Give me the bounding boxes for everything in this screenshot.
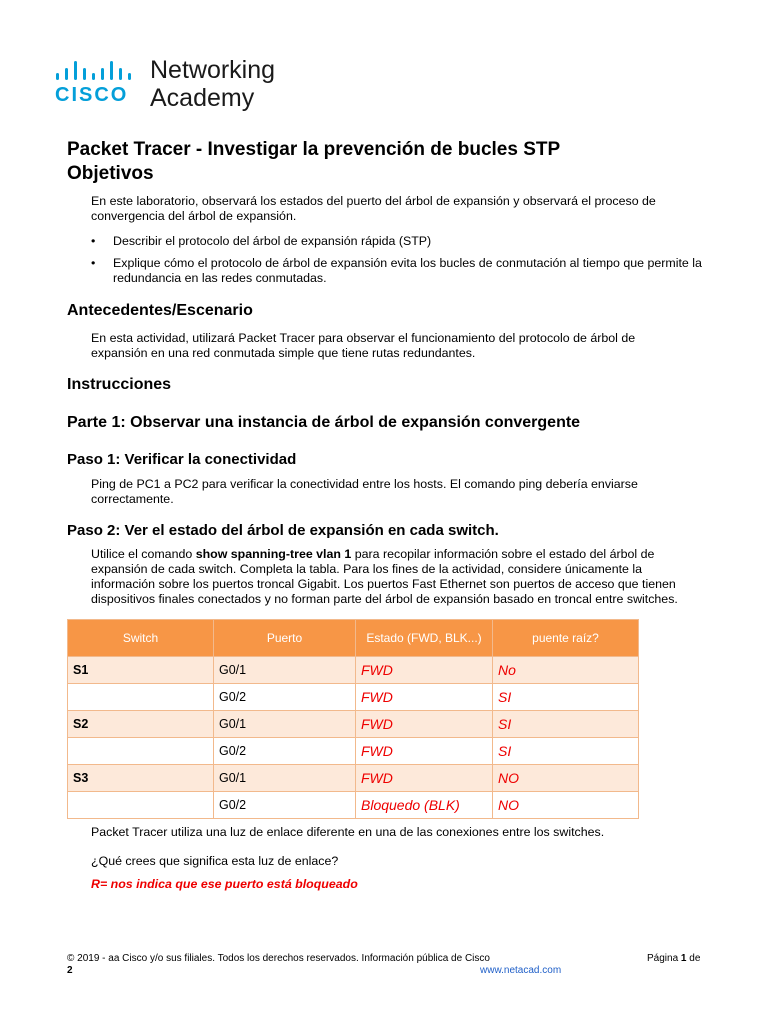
objectives-heading: Objetivos [67,163,154,184]
step1-text: Ping de PC1 a PC2 para verificar la conectividad entre los hosts. El comando ping debería enviarse correctamente. [91,477,638,506]
step2-heading: Paso 2: Ver el estado del árbol de expansión en cada switch. [67,522,499,539]
col-header-root: puente raíz? [493,620,639,657]
bullet-text: Describir el protocolo del árbol de expansión rápida (STP) [113,234,432,248]
cisco-networking-academy-logo [54,58,304,120]
table-row [68,765,639,792]
step2-command: show spanning-tree vlan 1 [195,547,352,561]
page-num: 1 [680,953,687,964]
footer-link[interactable]: www.netacad.com [480,965,562,976]
cell-port: G0/1 [214,657,356,684]
cell-switch: S2 [68,711,214,738]
cell-port: G0/2 [214,684,356,711]
cell-root: SI [493,738,639,765]
table-header-row [68,620,639,657]
table-row [68,711,639,738]
footer-total-pages: 2 [67,965,73,976]
footer-copyright: © 2019 - aa Cisco y/o sus filiales. Todos los derechos reservados. Información pública de Cisco [67,953,490,964]
step2-text [91,547,691,607]
instructions-heading: Instrucciones [67,376,172,393]
logo-networking-text: Networking [150,56,276,84]
logo-academy-text: Academy [150,84,255,112]
cell-port: G0/1 [214,711,356,738]
answer-text: R= nos indica que ese puerto está bloqueado [91,877,358,891]
cell-state: FWD [356,738,493,765]
col-header-port: Puerto [214,620,356,657]
document-title-block [67,138,560,186]
cell-switch [68,792,214,819]
background-heading: Antecedentes/Escenario [67,302,253,319]
cell-state: Bloquedo (BLK) [356,792,493,819]
cell-root: No [493,657,639,684]
cell-root: NO [493,765,639,792]
table-row [68,684,639,711]
step2-text-before: Utilice el comando [91,547,196,561]
page-of: de [686,953,701,964]
cell-switch [68,738,214,765]
page-label: Página [647,953,681,964]
cell-port: G0/2 [214,792,356,819]
cell-switch [68,684,214,711]
background-text: En esta actividad, utilizará Packet Tracer para observar el funcionamiento del protocolo de árbol de expansión en una red conmutada simple que tiene rutas redundantes. [91,331,636,360]
question-text: ¿Qué crees que significa esta luz de enlace? [91,854,339,868]
bullet-text: Explique cómo el protocolo de árbol de expansión evita los bucles de conmutación al tiempo que permite la redundancia en las redes conmutadas. [113,256,702,285]
stp-state-table [67,619,639,819]
bullet-icon: • [91,234,96,248]
cell-root: SI [493,711,639,738]
cell-root: SI [493,684,639,711]
cisco-bars-icon [54,60,140,80]
cell-switch: S3 [68,765,214,792]
link-light-text: Packet Tracer utiliza una luz de enlace diferente en una de las conexiones entre los switches. [91,825,605,839]
cell-state: FWD [356,711,493,738]
col-header-state: Estado (FWD, BLK...) [356,620,493,657]
col-header-switch: Switch [68,620,214,657]
cell-port: G0/2 [214,738,356,765]
table-row [68,738,639,765]
cell-state: FWD [356,684,493,711]
cell-root: NO [493,792,639,819]
cell-port: G0/1 [214,765,356,792]
document-title: Packet Tracer - Investigar la prevención de bucles STP [67,139,561,160]
bullet-icon: • [91,256,96,270]
cisco-wordmark: CISCO [55,84,129,106]
table-row [68,657,639,684]
cell-switch: S1 [68,657,214,684]
part1-heading: Parte 1: Observar una instancia de árbol de expansión convergente [67,414,581,431]
footer-page-number [647,953,757,964]
cell-state: FWD [356,765,493,792]
step2-text-after: para recopilar información sobre el estado del árbol de expansión de cada switch. Completa la tabla. Para los fines de la actividad, considere únicamente la información sobre los puertos troncal Gigabit. Los puertos Fast Ethernet son puertos de acceso que tienen dispositivos finales conectados y no forman parte del árbol de expansión basado en troncal entre switches. [91,547,678,606]
table-row [68,792,639,819]
step1-heading: Paso 1: Verificar la conectividad [67,451,297,468]
objectives-intro: En este laboratorio, observará los estados del puerto del árbol de expansión y observará el proceso de convergencia del árbol de expansión. [91,194,656,223]
cell-state: FWD [356,657,493,684]
